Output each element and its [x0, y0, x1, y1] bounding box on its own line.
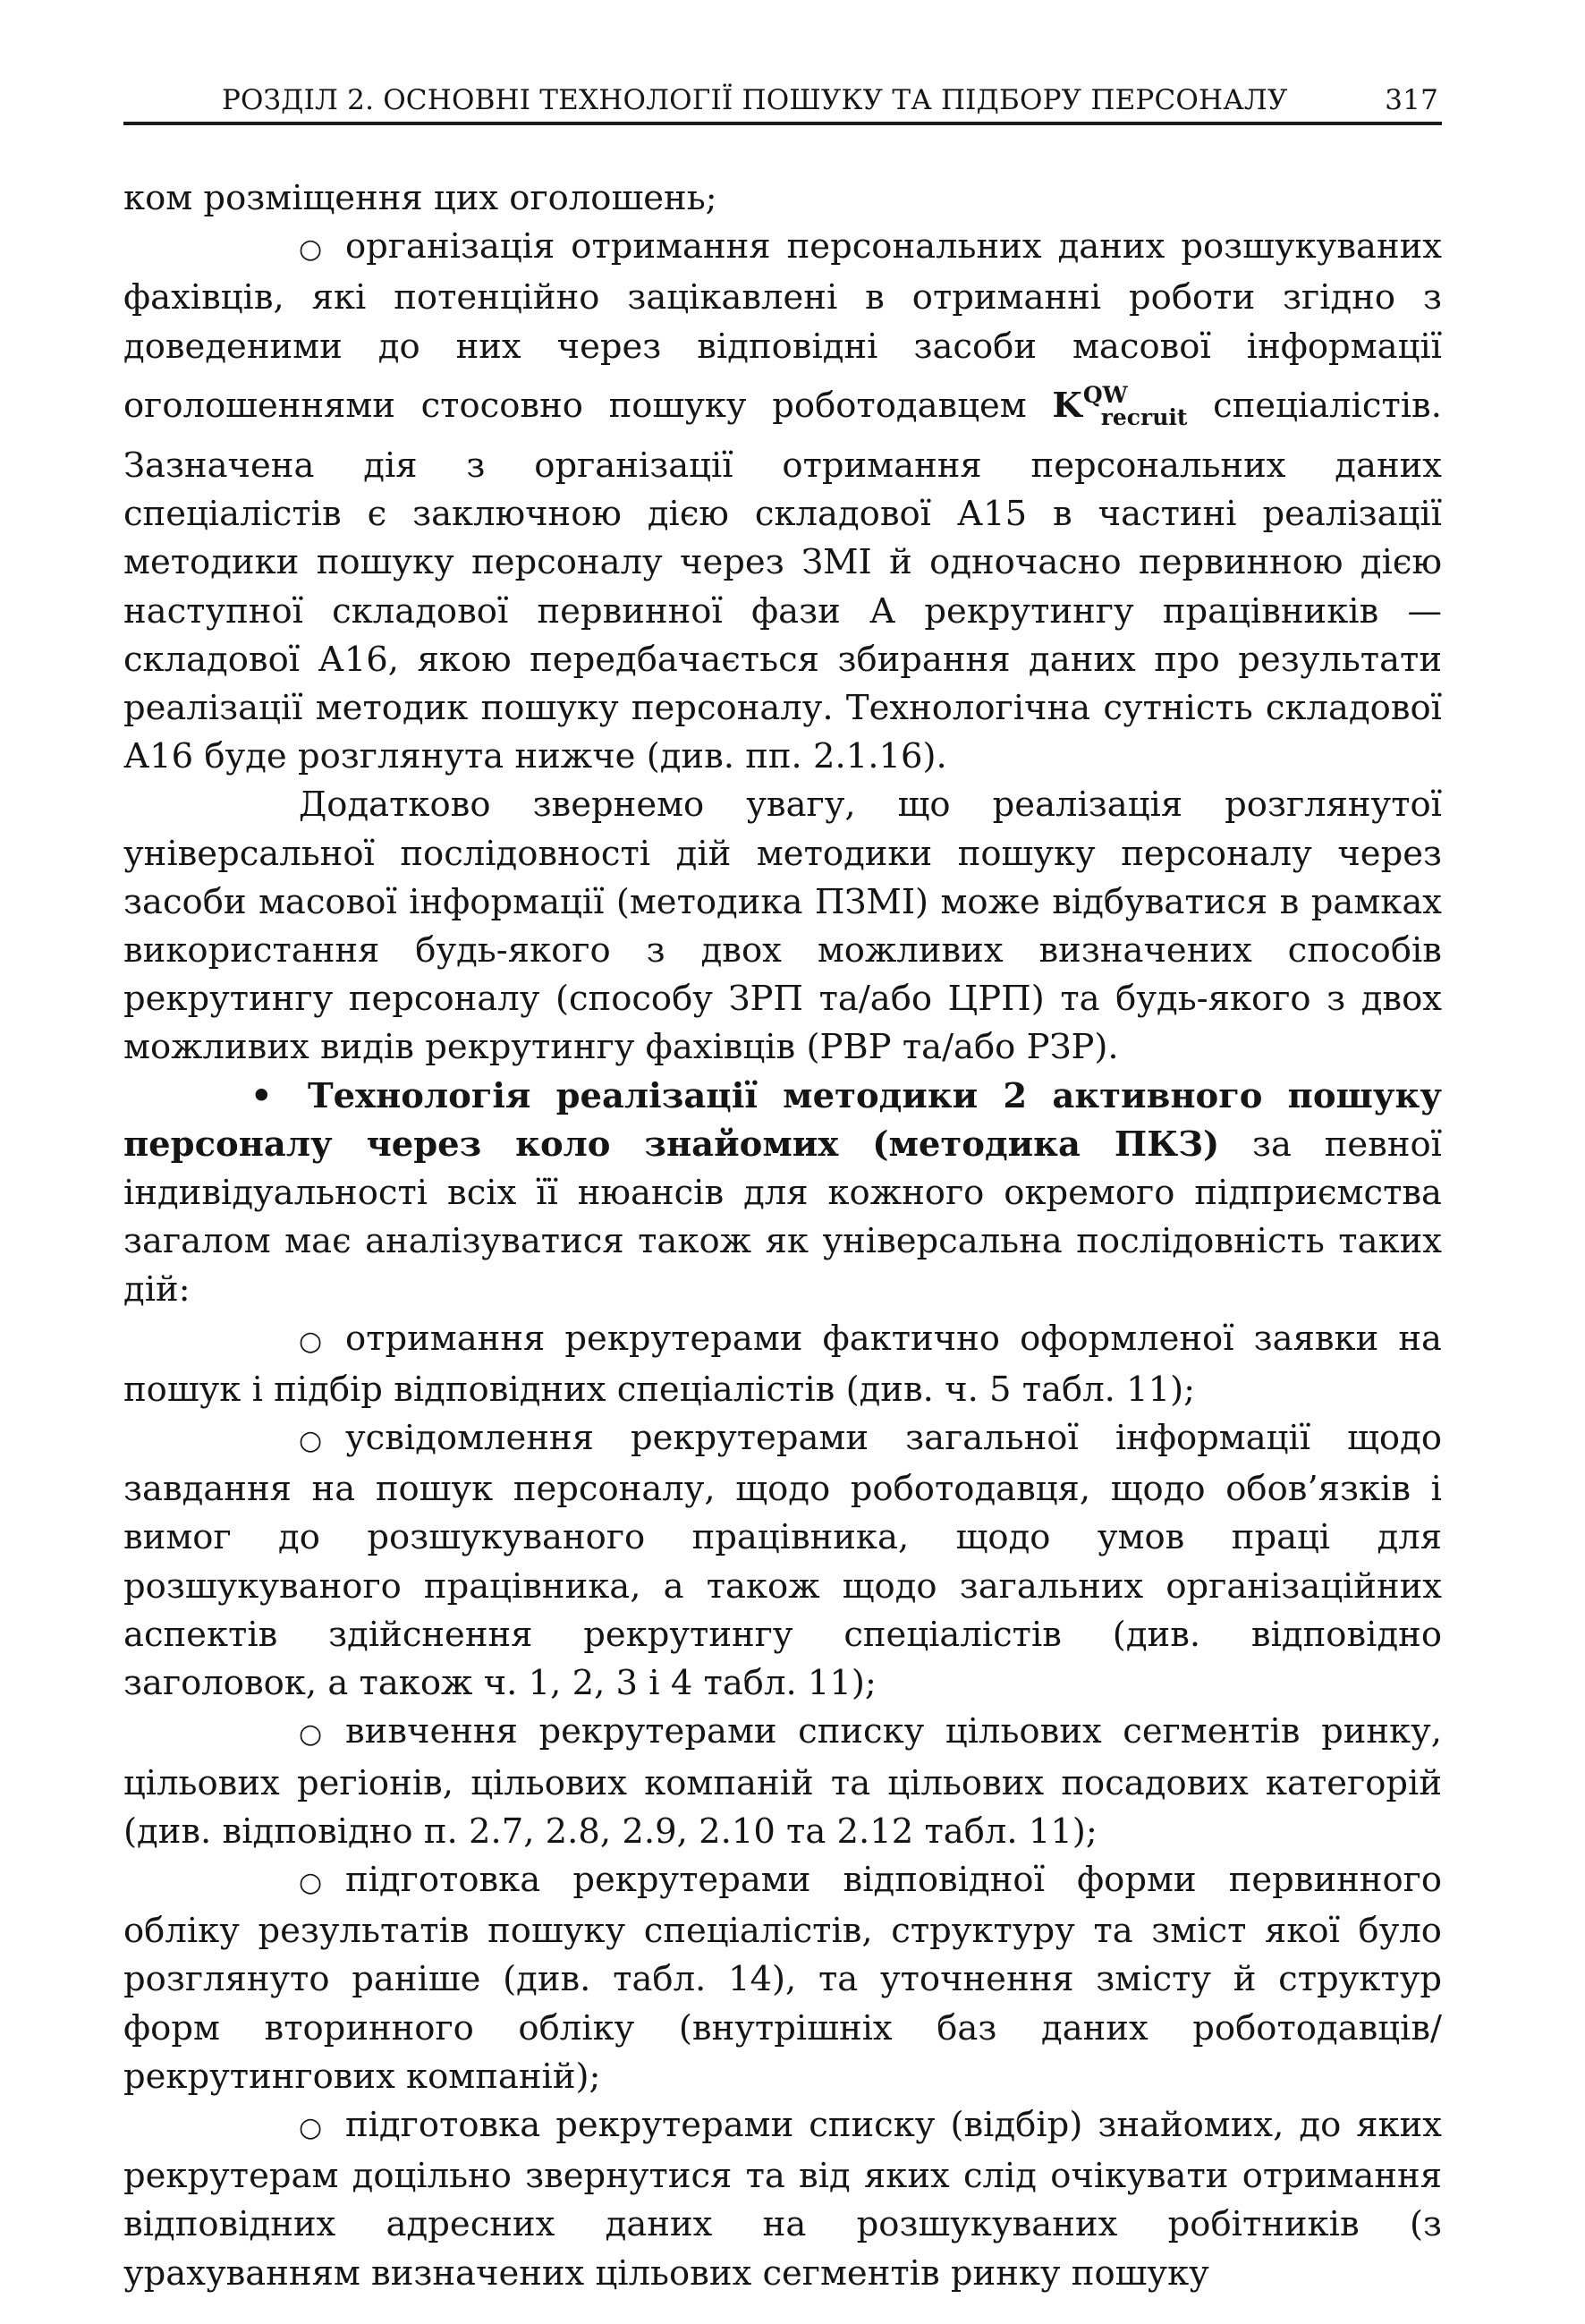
body-text	[123, 174, 1442, 2298]
circle-bullet-icon: ○	[299, 1866, 323, 1898]
list-item: ○ підготовка рекрутерами списку (відбір) знайомих, до яких рекрутерам доцільно звернутися та від яких слід очікувати отримання відповідних адресних даних на розшукуваних робітників (з урахуванням визначених цільових сегментів ринку пошуку	[123, 2104, 1442, 2294]
running-title: РОЗДІЛ 2. ОСНОВНІ ТЕХНОЛОГІЇ ПОШУКУ ТА ПІДБОРУ ПЕРСОНАЛУ	[222, 84, 1288, 116]
bullet-icon: •	[250, 1075, 273, 1116]
list-item: ○ організація отримання персональних даних розшукуваних фахівців, які потенційно зацікавлені в отриманні роботи згідно з доведеними до них через відповідні засоби масової інформації оголошеннями стосовно пошуку роботодавцем $K^{QW}_{recruit}$ спеціалістів. Зазначена дія з організації отримання персональних даних спеціалістів є заключною дією складової А15 в частині реалізації методики пошуку персоналу через ЗМІ й одночасно первинною дією наступної складової первинної фази А рекрутингу працівників — складової А16, якою передбачається збирання даних про результати реалізації методик пошуку персоналу. Технологічна сутність складової А16 буде розглянута нижче (див. пп. 2.1.16).	[123, 226, 1442, 777]
paragraph-continuation: ком розміщення цих оголошень;	[123, 178, 717, 218]
list-item: ○ усвідомлення рекрутерами загальної інформації щодо завдання на пошук персоналу, щодо роботодавця, щодо обов’язків і вимог до розшукуваного працівника, щодо умов праці для розшукуваного працівника, а також щодо загальних організаційних аспектів здійснення рекрутингу спеціалістів (див. відповідно заголовок, а також ч. 1, 2, 3 і 4 табл. 11);	[123, 1418, 1442, 1704]
circle-bullet-icon: ○	[299, 2111, 323, 2143]
bullet-item: • Технологія реалізації методики 2 активного пошуку персоналу через коло знайомих (методика ПКЗ) за певної індивідуальності всіх її нюансів для кожного окремого підприємства загалом має аналізуватися також як універсальна послідовність таких дій:	[123, 1073, 1442, 1315]
circle-bullet-icon: ○	[299, 233, 323, 266]
list-item: ○ підготовка рекрутерами відповідної форми первинного обліку результатів пошуку спеціалістів, структуру та зміст якої було розглянуто раніше (див. табл. 14), та уточнення змісту й структур форм вторинного обліку (внутрішніх баз даних роботодавців/рекрутингових компаній);	[123, 1859, 1442, 2097]
bold-heading: Технологія реалізації методики 2 активного пошуку персоналу через коло знайомих (методика ПКЗ)	[123, 1075, 1442, 1165]
page-header	[123, 82, 1442, 125]
formula: $K^{QW}_{recruit}$	[1052, 381, 1188, 430]
paragraph: Додатково звернемо увагу, що реалізація розглянутої універсальної послідовності дій методики пошуку персоналу через засоби масової інформації (методика ПЗМІ) може відбуватися в рамках використання будь-якого з двох можливих визначених способів рекрутингу персоналу (способу ЗРП та/або ЦРП) та будь-якого з двох можливих видів рекрутингу фахівців (РВР та/або РЗР).	[123, 785, 1442, 1068]
circle-bullet-icon: ○	[299, 1325, 323, 1357]
page-number: 317	[1385, 84, 1438, 116]
list-item: ○ отримання рекрутерами фактично оформленої заявки на пошук і підбір відповідних спеціалістів (див. ч. 5 табл. 11);	[123, 1318, 1442, 1410]
circle-bullet-icon: ○	[299, 1718, 323, 1751]
circle-bullet-icon: ○	[299, 1425, 323, 1457]
list-item: ○ вивчення рекрутерами списку цільових сегментів ринку, цільових регіонів, цільових компаній та цільових посадових категорій (див. відповідно п. 2.7, 2.8, 2.9, 2.10 та 2.12 табл. 11);	[123, 1711, 1442, 1852]
